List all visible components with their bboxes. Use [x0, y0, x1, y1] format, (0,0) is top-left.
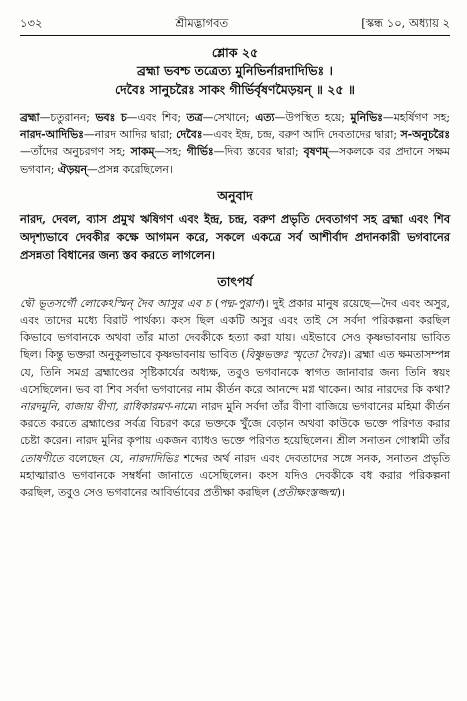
text-run: —নারদ আদির দ্বারা;	[83, 128, 177, 142]
quoted-phrase: প্রতীক্ষংস্তজ্জন্ম	[276, 486, 337, 500]
quoted-phrase: নারদাদিভিঃ	[128, 451, 179, 465]
synonym-term: নারদ-আদিভিঃ	[20, 128, 84, 142]
synonym-term: তত্র	[186, 111, 203, 124]
verse-line-2: দেবৈঃ সানুচরৈঃ সাকং গীর্ভির্বৃষণমৈড়য়ন্ ॥ ২৫ ॥	[115, 82, 355, 97]
synonym-term: বৃষণম্	[303, 145, 329, 159]
quoted-phrase: নারদমুনি, বাজায় বীণা, রাধিকারমণ-নামে	[20, 400, 194, 414]
text-run: (	[210, 296, 220, 310]
text-run: —প্রসন্ন করেছিলেন।	[86, 162, 173, 176]
quoted-phrase: বিষ্ণুভক্তঃ স্মৃতো দৈবঃ	[245, 348, 343, 362]
text-run: —সহ;	[154, 145, 187, 159]
text-run: —দিব্য স্তবের দ্বারা;	[213, 145, 304, 159]
quoted-phrase: পদ্ম-পুরাণ	[219, 296, 261, 310]
verse-title: শ্লোক ২৫	[211, 45, 259, 60]
synonym-term: মুনিভিঃ	[350, 111, 383, 124]
translation-paragraph: নারদ, দেবল, ব্যাস প্রমুখ ঋষিগণ এবং ইন্দ্র, চন্দ্র, বরুণ প্রভৃতি দেবতাগণ সহ ব্রহ্মা এবং শিব অদৃশ্যভাবে দেবকীর কক্ষে আগমন করে, সকলে একত্রে সর্ব আশীর্বাদ প্রদানকারী ভগবানের প্রসন্নতা বিধানের জন্য স্তব করতে লাগলেন।	[20, 211, 450, 262]
text-run: —এবং শিব;	[126, 111, 187, 124]
text-run: )।	[336, 486, 346, 500]
header-rule	[20, 35, 450, 36]
chapter-location: [স্কন্ধ ১০, অধ্যায় ২	[361, 16, 450, 30]
text-run: —চতুরানন;	[39, 111, 96, 124]
text-run: )। ব্রহ্মা এত ক্ষমতাসম্পন্ন যে, তিনি সমগ্র ব্রহ্মাণ্ডের সৃষ্টিকার্যের অধ্যক্ষ, তবুও ভগবানকে স্বাগত জানাবার জন্য তিনি স্বয়ং এসেছিলেন। ভব বা শিব সর্বদা ভগবানের নাম কীর্তন করে আনন্দে মগ্ন থাকেন। আর নারদের কি কথা?	[20, 348, 450, 396]
purport-heading: তাৎপর্য	[217, 273, 253, 289]
synonym-term: চ	[120, 111, 127, 124]
book-title: শ্রীমদ্ভাগবত	[175, 16, 229, 30]
verse-line-1: ব্রহ্মা ভবশ্চ তত্রেত্য মুনিভির্নারদাদিভিঃ ।	[136, 63, 334, 78]
text-run: )। দুই প্রকার মানুষ রয়েছে—দৈব এবং অসুর, এবং তাদের মধ্যে বিরাট পার্থক্য। কংস ছিল একটি অসুর এবং তাই সে সর্বদা পরিকল্পনা করছিল কিভাবে ভগবানকে অথবা তাঁর মাতা দেবকীকে হত্যা করা যায়। এইভাবে সেও কৃষ্ণভাবনায় ভাবিত ছিল। কিন্তু ভক্তরা অনুকূলভাবে কৃষ্ণভাবনায় ভাবিত (	[20, 296, 450, 362]
quoted-phrase: তোষণীতে	[20, 451, 64, 465]
text-run: । নারদ মুনি সর্বদা তাঁর বীণা বাজিয়ে ভগবানের মহিমা কীর্তন করতে করতে ব্রহ্মাণ্ডের সর্বত্র বিচরণ করে ভক্তকে খুঁজে বেড়ান অথবা কাউকে ভক্তে পরিণত করার চেষ্টা করেন। নারদ মুনির কৃপায় একজন ব্যাধও ভক্তে পরিণত হয়েছিলেন। শ্রীল সনাতন গোস্বামী তাঁর	[20, 400, 450, 448]
synonym-term: ভবঃ	[95, 111, 116, 124]
text-run: —উপস্থিত হয়ে;	[274, 111, 351, 124]
text-run: —সেখানে;	[202, 111, 256, 124]
text-run: —সকলকে বর প্রদানে সক্ষম ভগবান;	[20, 145, 451, 176]
synonym-term: গীর্ভিঃ	[186, 145, 214, 159]
text-run: বলেছেন যে,	[63, 451, 129, 465]
synonym-term: দেবৈঃ	[176, 128, 203, 142]
text-run: —মহর্ষিগণ সহ;	[382, 111, 450, 124]
text-run: শব্দের অর্থ নারদ এবং দেবতাদের সঙ্গে সনক, সনাতন প্রভৃতি মহাত্মারাও ভগবানকে সম্বর্ধনা জানাতে এসেছিলেন। কংস যদিও দেবকীকে বধ করার পরিকল্পনা করছিল, তবুও সেও ভগবানের আবির্ভাবের প্রতীক্ষা করছিল (	[20, 451, 450, 500]
running-header	[20, 14, 450, 32]
quoted-phrase: দ্বৌ ভূতসর্গৌ লোকেঽস্মিন্ দৈব আসুর এব চ	[20, 296, 211, 310]
synonym-term: স-অনুচরৈঃ	[400, 128, 450, 142]
translation-heading: অনুবাদ	[217, 187, 253, 203]
synonym-term: সাকম্	[130, 145, 155, 159]
text-run: —এবং ইন্দ্র, চন্দ্র, বরুণ আদি দেবতাদের দ্বারা;	[202, 128, 401, 142]
purport-paragraph	[20, 295, 450, 501]
page-number: ১৩২	[20, 16, 43, 30]
synonym-term: ঐড়য়ন্	[57, 162, 87, 176]
synonym-term: এত্য	[255, 111, 275, 124]
text-run: —তাঁদের অনুচরগণ সহ;	[20, 145, 131, 159]
synonym-term: ব্রহ্মা	[20, 111, 40, 124]
synonyms-paragraph	[20, 109, 450, 178]
